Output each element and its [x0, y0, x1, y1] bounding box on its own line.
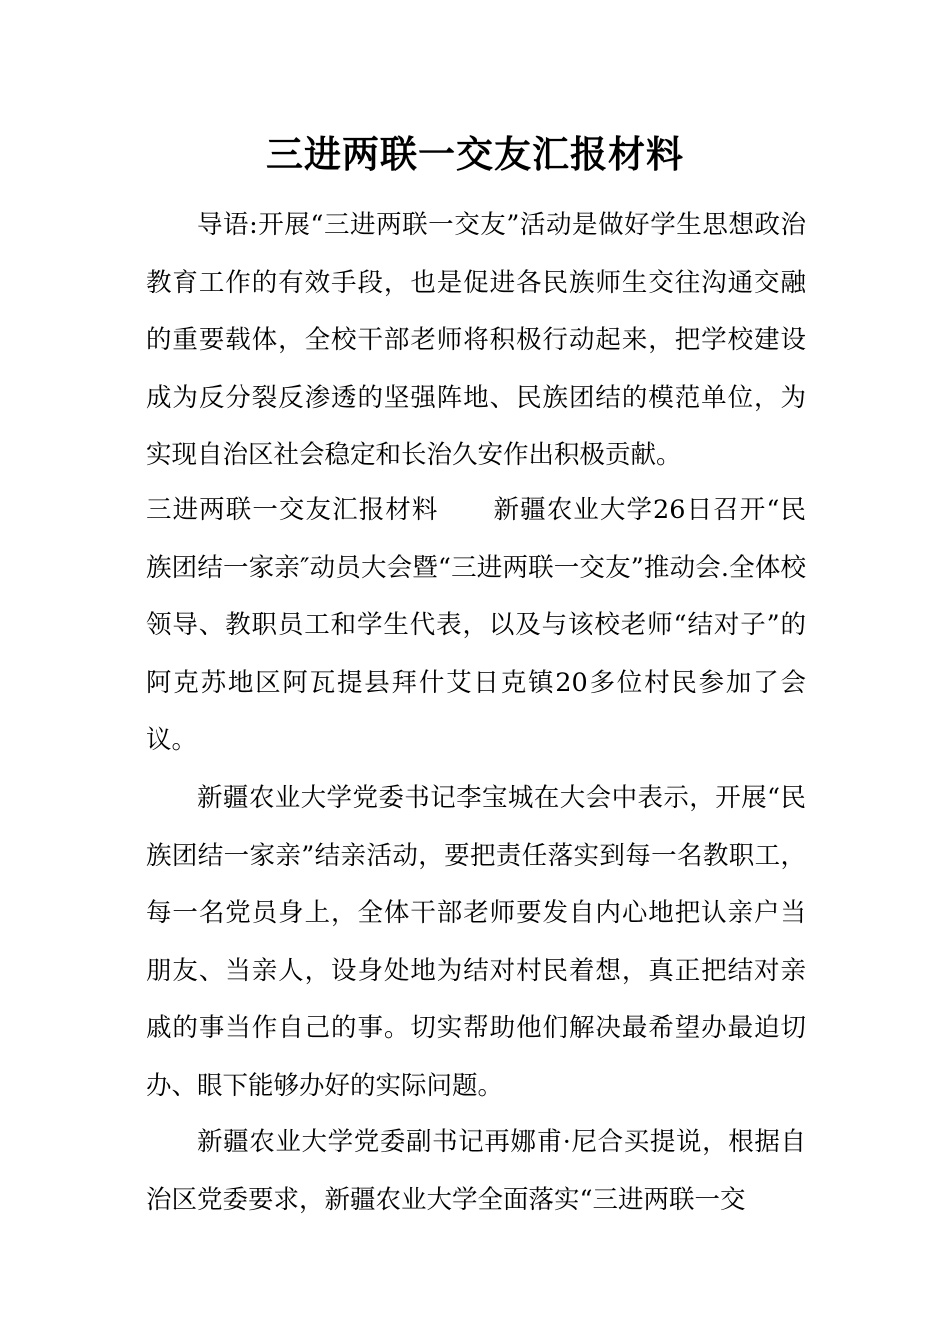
third-paragraph: 新疆农业大学党委书记李宝城在大会中表示，开展“民族团结一家亲”结亲活动，要把责任落实到每一名教职工，每一名党员身上，全体干部老师要发自内心地把认亲户当朋友、当亲人，设身处地为结对村民着想，真正把结对亲戚的事当作自己的事。切实帮助他们解决最希望办最迫切办、眼下能够办好的实际问题。 [146, 783, 806, 1101]
document-title: 三进两联一交友汇报材料 [266, 132, 684, 176]
second-paragraph-lead: 三进两联一交友汇报材料 [146, 495, 439, 525]
second-paragraph [146, 482, 806, 770]
fourth-paragraph: 新疆农业大学党委副书记再娜甫·尼合买提说，根据自治区党委要求，新疆农业大学全面落实“三进两联一交 [146, 1127, 806, 1215]
intro-paragraph: 导语:开展“三进两联一交友”活动是做好学生思想政治教育工作的有效手段，也是促进各民族师生交往沟通交融的重要载体，全校干部老师将积极行动起来，把学校建设成为反分裂反渗透的坚强阵地、民族团结的模范单位，为实现自治区社会稳定和长治久安作出积极贡献。 [146, 210, 806, 470]
second-paragraph-body: 新疆农业大学26日召开“民族团结一家亲″动员大会暨“三进两联一交友”推动会.全体校领导、教职员工和学生代表，以及与该校老师“结对子”的阿克苏地区阿瓦提县拜什艾日克镇20多位村民参加了会议。 [146, 495, 806, 755]
